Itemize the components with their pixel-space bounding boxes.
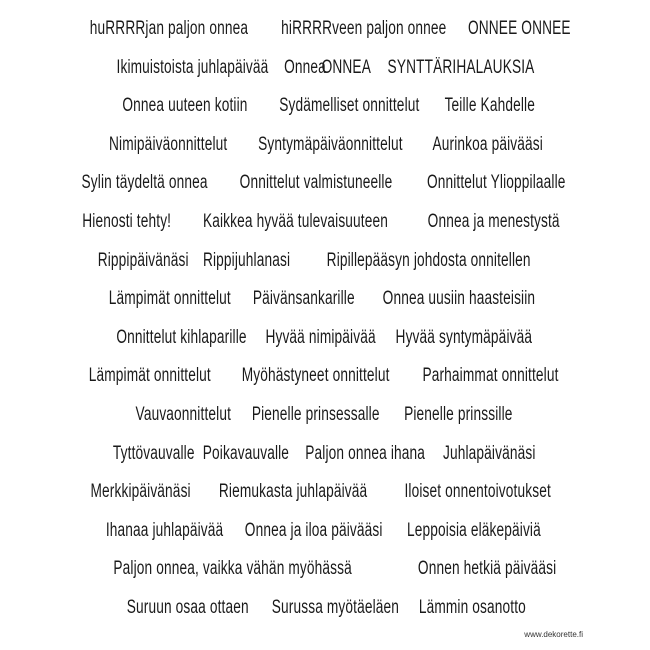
greeting-phrase: Rippijuhlanasi xyxy=(202,249,291,271)
greeting-phrase: Sylin täydeltä onnea xyxy=(81,172,208,194)
greeting-phrase: Ihanaa juhlapäivää xyxy=(105,519,224,541)
greeting-phrase: Sydämelliset onnittelut xyxy=(279,95,420,117)
phrase-row xyxy=(0,284,650,314)
phrase-row xyxy=(0,14,650,44)
greeting-phrase: Riemukasta juhlapäivää xyxy=(218,481,368,503)
greeting-phrase: Parhaimmat onnittelut xyxy=(422,365,559,387)
greeting-phrase: Kaikkea hyvää tulevaisuuteen xyxy=(202,211,388,232)
greeting-phrase: Merkkipäivänäsi xyxy=(90,481,191,503)
greeting-phrase: Pienelle prinsessalle xyxy=(252,404,380,425)
phrase-row xyxy=(0,439,650,469)
greeting-phrase: Aurinkoa päivääsi xyxy=(432,133,543,155)
greeting-phrase: Suruun osaa ottaen xyxy=(127,597,250,618)
phrase-row xyxy=(0,323,650,353)
greeting-phrase: Lämpimät onnittelut xyxy=(109,288,232,310)
greeting-phrase: Poikavauvalle xyxy=(203,442,290,464)
greeting-phrase: ONNEE ONNEE xyxy=(468,18,572,39)
phrase-row xyxy=(0,477,650,507)
greeting-phrase: Paljon onnea ihana xyxy=(305,442,426,464)
greeting-phrase: hiRRRRveen paljon onnee xyxy=(280,18,447,39)
phrase-row xyxy=(0,130,650,160)
website-footer: www.dekorette.fi xyxy=(524,630,583,639)
greeting-phrase: Onnittelut Ylioppilaalle xyxy=(427,172,566,194)
phrase-row xyxy=(0,516,650,546)
greeting-phrase: Leppoisia eläkepäiviä xyxy=(407,519,542,541)
greeting-phrase: Paljon onnea, vaikka vähän myöhässä xyxy=(113,558,353,580)
phrase-row xyxy=(0,168,650,198)
greeting-phrase: Vauvaonnittelut xyxy=(135,404,231,425)
greeting-phrase: Onnea xyxy=(284,56,327,78)
greeting-phrase: Rippipäivänäsi xyxy=(97,249,189,271)
greeting-phrase: Onnea uuteen kotiin xyxy=(122,95,248,117)
greeting-phrase: Nimipäiväonnittelut xyxy=(108,133,228,155)
greeting-phrase: Hienosti tehty! xyxy=(82,211,172,232)
phrase-row xyxy=(0,91,650,121)
phrase-row xyxy=(0,361,650,391)
greeting-phrase: Lämmin osanotto xyxy=(418,597,526,618)
greeting-phrase: Hyvää nimipäivää xyxy=(265,326,376,348)
phrase-row xyxy=(0,246,650,276)
phrase-row xyxy=(0,554,650,584)
greeting-phrase: Juhlapäivänäsi xyxy=(442,442,536,464)
greeting-phrase: Iloiset onnentoivotukset xyxy=(404,481,551,503)
greeting-phrase: Hyvää syntymäpäivää xyxy=(395,326,533,348)
greeting-phrase: Onnea ja iloa päivääsi xyxy=(244,519,383,541)
greeting-phrase: SYNTTÄRIHALAUKSIA xyxy=(387,56,535,78)
greeting-phrase: Onnen hetkiä päivääsi xyxy=(417,558,556,580)
greeting-phrase: Onnittelut valmistuneelle xyxy=(240,172,393,194)
greeting-phrase: Onnea ja menestystä xyxy=(427,211,560,232)
phrase-row xyxy=(0,593,650,623)
greeting-phrase: Teille Kahdelle xyxy=(444,95,535,117)
phrase-row xyxy=(0,400,650,430)
greeting-phrase: Lämpimät onnittelut xyxy=(88,365,211,387)
greeting-phrase: Päivänsankarille xyxy=(252,288,355,310)
greeting-phrase: Pienelle prinssille xyxy=(403,404,513,425)
greeting-phrase: Surussa myötäeläen xyxy=(271,597,399,618)
greeting-phrase: Ripillepääsyn johdosta onnitellen xyxy=(326,249,531,271)
phrase-row xyxy=(0,53,650,83)
phrase-row xyxy=(0,207,650,237)
greeting-phrase: Ikimuistoista juhlapäivää xyxy=(116,56,269,78)
greeting-phrase: Myöhästyneet onnittelut xyxy=(241,365,390,387)
greeting-phrase: Tyttövauvalle xyxy=(112,442,195,464)
greeting-phrase: Syntymäpäiväonnittelut xyxy=(258,133,403,155)
greeting-phrase: Onnea uusiin haasteisiin xyxy=(382,288,535,310)
greeting-phrase: ONNEA xyxy=(321,56,372,78)
greeting-phrase: huRRRRjan paljon onnea xyxy=(89,18,249,39)
greeting-phrase: Onnittelut kihlaparille xyxy=(116,326,247,348)
